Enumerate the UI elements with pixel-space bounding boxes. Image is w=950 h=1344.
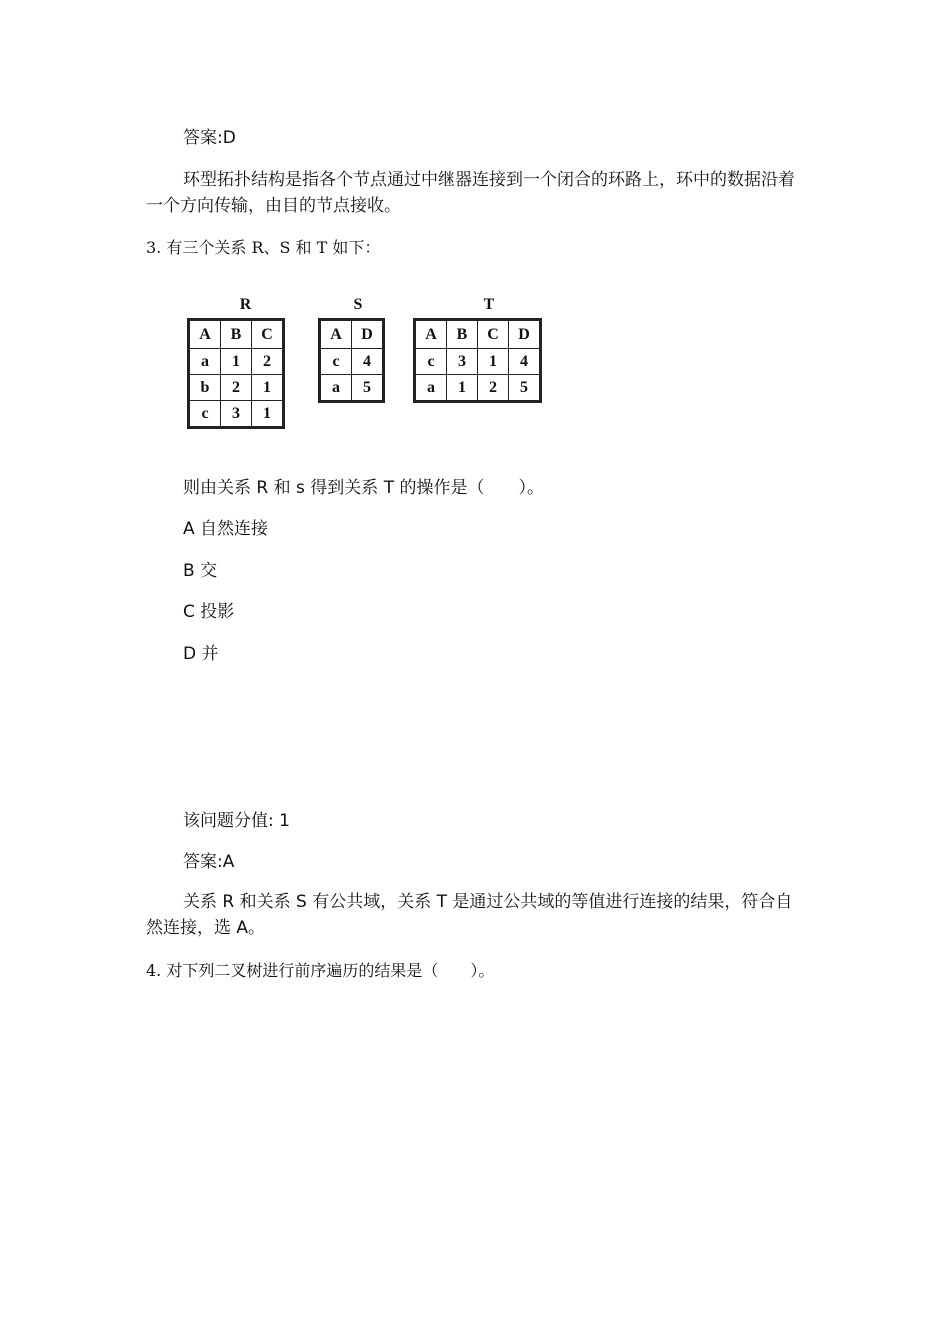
- table-row: [415, 375, 541, 402]
- table-cell: 3: [447, 349, 478, 375]
- table-s-title: S: [353, 296, 363, 313]
- q3-explanation: 关系 R 和关系 S 有公共域，关系 T 是通过公共域的等值进行连接的结果，符合自然连接，选 A。: [146, 892, 793, 938]
- table-cell: a: [320, 375, 352, 402]
- table-row: [189, 375, 284, 401]
- table-t: [413, 318, 542, 403]
- table-row: [320, 375, 384, 402]
- table-cell: c: [320, 349, 352, 375]
- table-cell: B: [447, 320, 478, 349]
- table-row: [320, 349, 384, 375]
- q3-option-a: A 自然连接: [183, 519, 269, 539]
- q3-answer: 答案:A: [183, 852, 235, 872]
- q3-option-b: B 交: [183, 561, 218, 581]
- table-cell: D: [509, 320, 541, 349]
- q3-stem: 3. 有三个关系 R、S 和 T 如下：: [146, 238, 381, 257]
- table-cell: a: [415, 375, 447, 402]
- table-cell: B: [221, 320, 252, 349]
- table-cell: 3: [221, 401, 252, 428]
- table-row: [189, 349, 284, 375]
- table-cell: 4: [509, 349, 541, 375]
- table-cell: 2: [252, 349, 284, 375]
- table-cell: 5: [352, 375, 384, 402]
- table-cell: 1: [478, 349, 509, 375]
- table-cell: 1: [252, 375, 284, 401]
- table-cell: A: [415, 320, 447, 349]
- table-row: [189, 401, 284, 428]
- table-cell: b: [189, 375, 221, 401]
- table-cell: 4: [352, 349, 384, 375]
- table-cell: C: [252, 320, 284, 349]
- table-cell: 5: [509, 375, 541, 402]
- table-row: [415, 349, 541, 375]
- q4-stem: 4. 对下列二叉树进行前序遍历的结果是（ ）。: [146, 961, 495, 980]
- table-cell: a: [189, 349, 221, 375]
- table-cell: A: [320, 320, 352, 349]
- table-cell: D: [352, 320, 384, 349]
- table-cell: c: [189, 401, 221, 428]
- q2-answer: 答案:D: [183, 128, 236, 148]
- q3-score: 该问题分值: 1: [183, 811, 290, 831]
- table-t-title: T: [483, 296, 495, 313]
- table-r: [187, 318, 285, 429]
- table-r-title: R: [239, 296, 252, 313]
- table-cell: C: [478, 320, 509, 349]
- q3-option-d: D 并: [183, 644, 219, 664]
- q2-explanation: 环型拓扑结构是指各个节点通过中继器连接到一个闭合的环路上，环中的数据沿着一个方向传输，由目的节点接收。: [146, 170, 795, 216]
- table-cell: A: [189, 320, 221, 349]
- table-cell: 1: [447, 375, 478, 402]
- table-cell: 1: [221, 349, 252, 375]
- table-cell: c: [415, 349, 447, 375]
- table-cell: 2: [221, 375, 252, 401]
- q3-question: 则由关系 R 和 s 得到关系 T 的操作是（ ）。: [183, 478, 544, 498]
- table-cell: 1: [252, 401, 284, 428]
- table-s: [318, 318, 385, 403]
- q3-option-c: C 投影: [183, 602, 235, 622]
- table-cell: 2: [478, 375, 509, 402]
